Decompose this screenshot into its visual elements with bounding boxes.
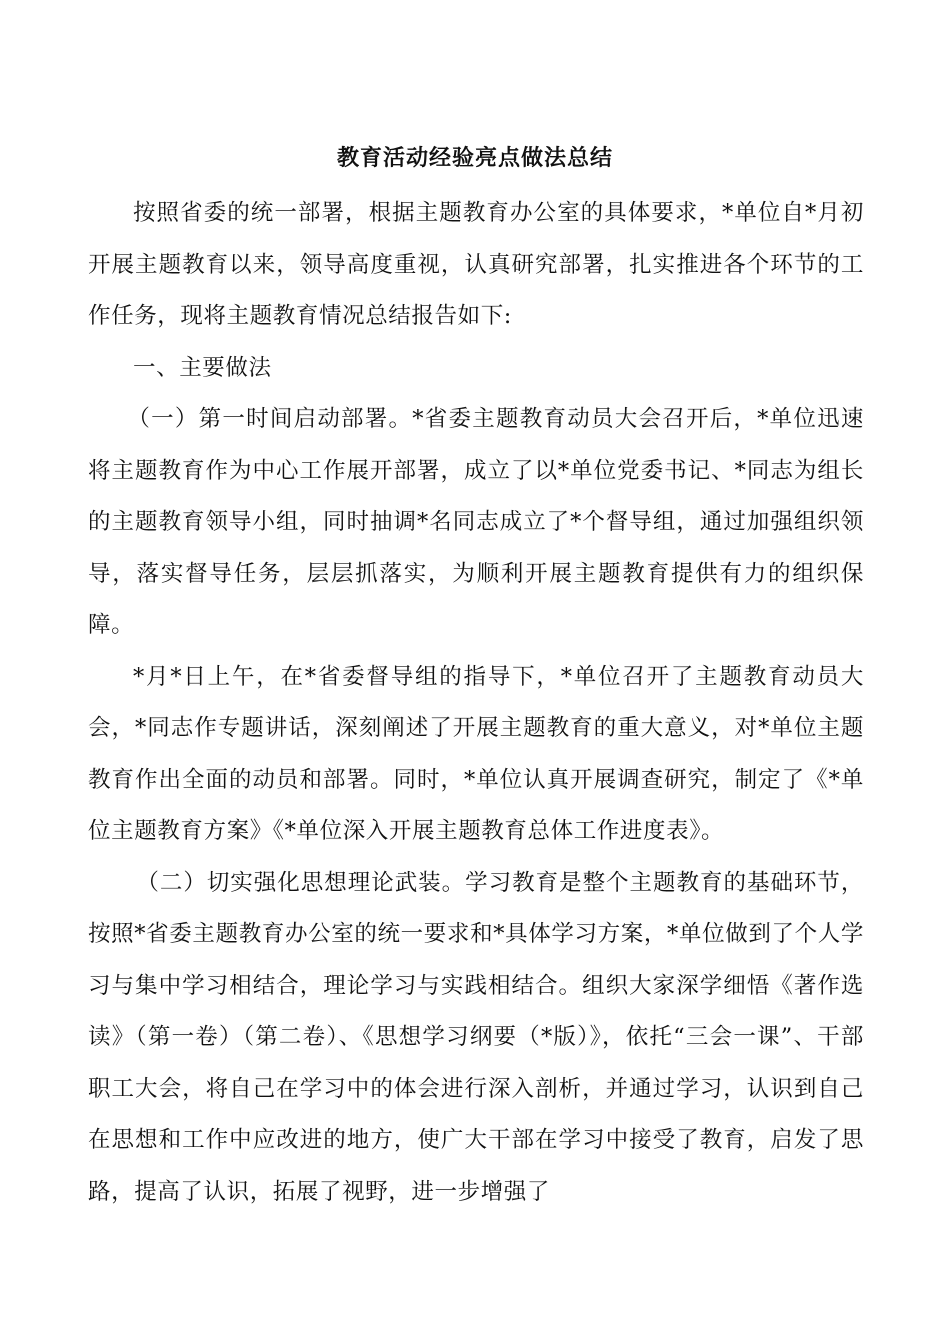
- item-1-paragraph: （一）第一时间启动部署。*省委主题教育动员大会召开后，*单位迅速将主题教育作为中心工作展开部署，成立了以*单位党委书记、*同志为组长的主题教育领导小组，同时抽调*名同志成立了*个督导组，通过加强组织领导，落实督导任务，层层抓落实，为顺利开展主题教育提供有力的组织保障。: [88, 406, 864, 638]
- document-body: [88, 188, 864, 1218]
- item-1-continuation-paragraph: *月*日上午，在*省委督导组的指导下，*单位召开了主题教育动员大会，*同志作专题讲话，深刻阐述了开展主题教育的重大意义，对*单位主题教育作出全面的动员和部署。同时，*单位认真开展调查研究，制定了《*单位主题教育方案》《*单位深入开展主题教育总体工作进度表》。: [88, 663, 864, 844]
- document-title: 教育活动经验亮点做法总结: [336, 145, 613, 171]
- intro-paragraph: 按照省委的统一部署，根据主题教育办公室的具体要求，*单位自*月初开展主题教育以来，领导高度重视，认真研究部署，扎实推进各个环节的工作任务，现将主题教育情况总结报告如下:: [88, 200, 864, 329]
- item-2-paragraph: （二）切实强化思想理论武装。学习教育是整个主题教育的基础环节，按照*省委主题教育办公室的统一要求和*具体学习方案，*单位做到了个人学习与集中学习相结合，理论学习与实践相结合。组织大家深学细悟《著作选读》（第一卷）（第二卷）、《思想学习纲要（*版）》，依托“三会一课”、干部职工大会，将自己在学习中的体会进行深入剖析，并通过学习，认识到自己在思想和工作中应改进的地方，使广大干部在学习中接受了教育，启发了思路，提高了认识，拓展了视野，进一步增强了: [88, 869, 864, 1205]
- section-heading: 一、主要做法: [133, 354, 272, 381]
